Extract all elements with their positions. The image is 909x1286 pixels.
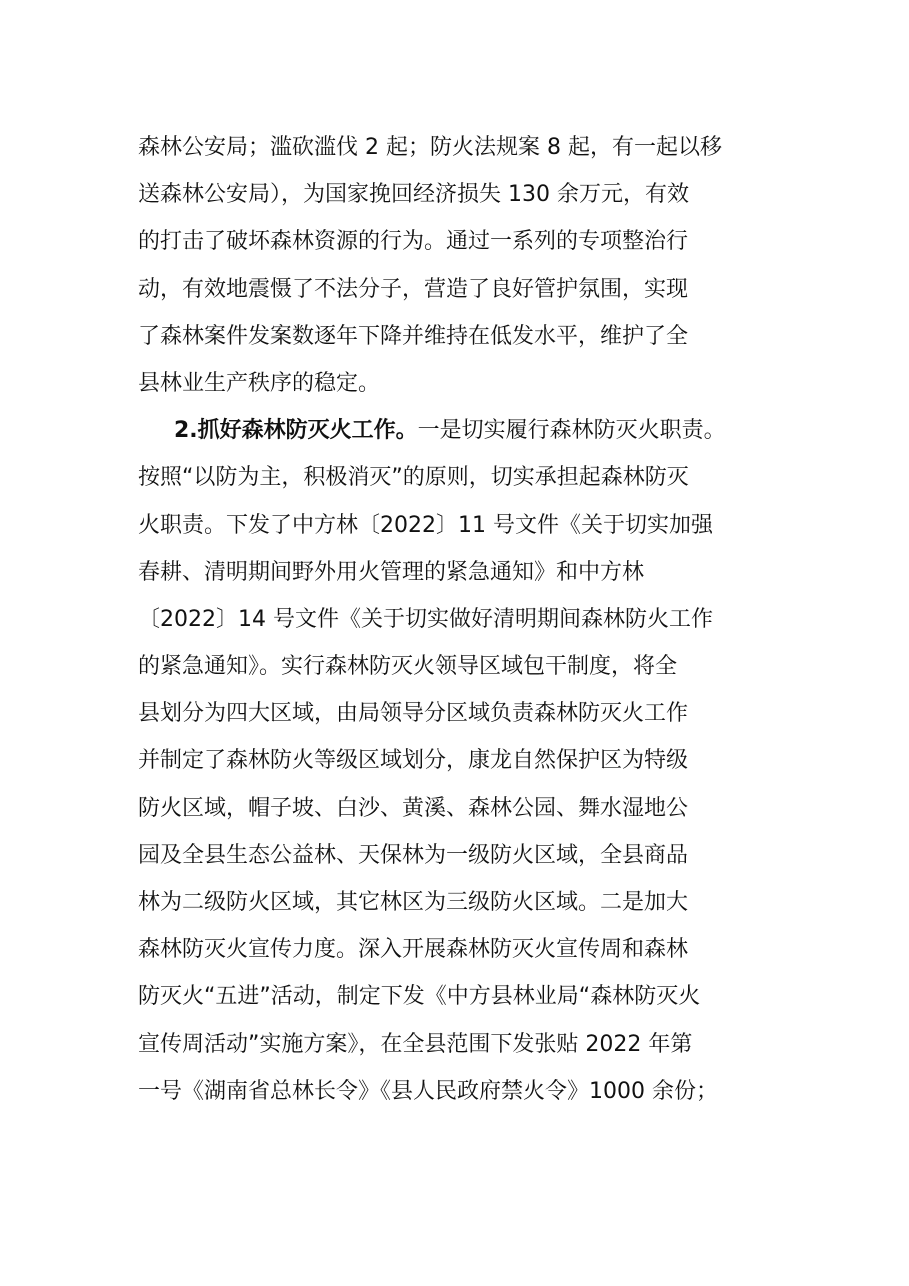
paragraph-line: 按照“以防为主，积极消灭”的原则，切实承担起森林防灭 <box>138 465 689 491</box>
paragraph-line: 了森林案件发案数逐年下降并维持在低发水平，维护了全 <box>138 323 689 349</box>
paragraph-line: 县划分为四大区域，由局领导分区域负责森林防灭火工作 <box>138 701 689 727</box>
paragraph-line: 火职责。下发了中方林〔2022〕11 号文件《关于切实加强 <box>138 512 713 538</box>
paragraph-line: 防灭火“五进”活动，制定下发《中方县林业局“森林防灭火 <box>138 984 701 1010</box>
paragraph-line: 森林公安局；滥砍滥伐 2 起；防火法规案 8 起，有一起以移 <box>138 135 722 160</box>
paragraph-line: 春耕、清明期间野外用火管理的紧急通知》和中方林 <box>138 559 645 585</box>
paragraph-line: 防火区域，帽子坡、白沙、黄溪、森林公园、舞水湿地公 <box>138 795 689 821</box>
section-first-line <box>138 407 778 454</box>
paragraph-line: 森林防灭火宣传力度。深入开展森林防灭火宣传周和森林 <box>138 937 689 963</box>
document-body <box>138 124 778 1115</box>
section-first-line-text: 一是切实履行森林防灭火职责。 <box>417 418 726 444</box>
paragraph-line: 的打击了破坏森林资源的行为。通过一系列的专项整治行 <box>138 229 689 255</box>
paragraph-line: 的紧急通知》。实行森林防灭火领导区域包干制度，将全 <box>138 654 678 680</box>
paragraph-line: 县林业生产秩序的稳定。 <box>138 370 381 396</box>
paragraph-line: 〔2022〕14 号文件《关于切实做好清明期间森林防火工作 <box>138 606 713 632</box>
paragraph-line: 宣传周活动”实施方案》，在全县范围下发张贴 2022 年第 <box>138 1031 693 1057</box>
section-heading: 2.抓好森林防灭火工作。 <box>174 418 418 444</box>
paragraph-line: 动，有效地震慑了不法分子，营造了良好管护氛围，实现 <box>138 276 689 302</box>
paragraph-line: 林为二级防火区域，其它林区为三级防火区域。二是加大 <box>138 890 689 915</box>
paragraph-line: 并制定了森林防火等级区域划分，康龙自然保护区为特级 <box>138 748 689 774</box>
paragraph-line: 送森林公安局），为国家挽回经济损失 130 余万元，有效 <box>138 182 689 208</box>
paragraph-line: 一号《湖南省总林长令》《县人民政府禁火令》1000 余份； <box>138 1078 718 1104</box>
paragraph-line: 园及全县生态公益林、天保林为一级防火区域，全县商品 <box>138 842 689 868</box>
